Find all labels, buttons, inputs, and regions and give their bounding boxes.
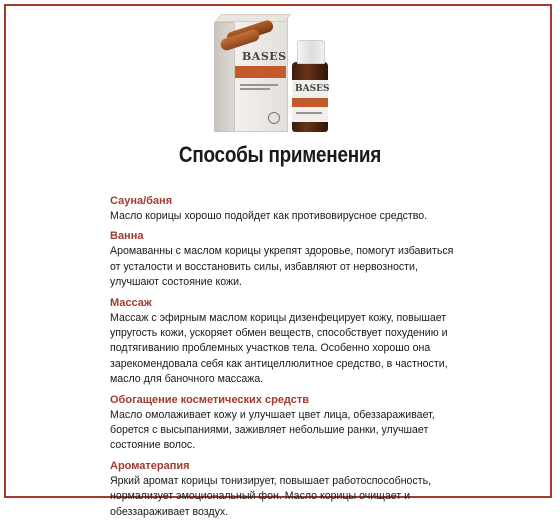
- box-seal-icon: [268, 112, 280, 124]
- section-text: Массаж с эфирным маслом корицы дизенфецирует кожу, повышает упругость кожи, ускоряет обмен веществ, способствует похудению и подтягиванию проблемных участков тела. Особенно хорошо она зарекомендовала себя как антицеллюлитное средство, в частности, масло для баночного массажа.: [110, 311, 448, 386]
- section-cosmetics: [110, 393, 455, 454]
- section-bath: [110, 229, 455, 290]
- usage-sections: [110, 194, 455, 525]
- bottle-text-line: [296, 112, 322, 114]
- section-text: Масло корицы хорошо подойдет как противовирусное средство.: [110, 210, 428, 222]
- section-sauna: [110, 194, 455, 224]
- box-label-band: [235, 66, 286, 78]
- box-top: [215, 14, 292, 22]
- box-text-line: [240, 84, 278, 86]
- section-heading: Ароматерапия: [110, 459, 190, 472]
- bottle-brand-logo: BASES: [295, 84, 330, 94]
- section-aromatherapy: [110, 459, 455, 520]
- product-image: [212, 18, 372, 134]
- section-text: Аромаванны с маслом корицы укрепят здоровье, помогут избавиться от усталости и восстановить силы, избавляют от нервозности, улучшают состояние кожи.: [110, 245, 454, 289]
- box-brand-logo: BASES: [242, 50, 287, 63]
- section-heading: Обогащение косметических средств: [110, 393, 310, 406]
- bottle-cap: [297, 40, 325, 64]
- box-text-line: [240, 88, 270, 90]
- bottle-label-band: [292, 98, 328, 107]
- section-heading: Ванна: [110, 230, 144, 243]
- section-heading: Сауна/баня: [110, 195, 173, 207]
- section-massage: [110, 296, 455, 388]
- section-text: Яркий аромат корицы тонизирует, повышает работоспособность, нормализует эмоциональный фон. Масло корицы очищает и обеззараживает воздух.: [110, 474, 432, 518]
- section-text: Масло омолаживает кожу и улучшает цвет лица, обеззараживает, борется с высыпаниями, заживляет небольшие ранки, улучшает состояние волос.: [110, 408, 435, 452]
- section-heading: Массаж: [110, 296, 152, 309]
- page-title: Способы применения: [178, 142, 382, 167]
